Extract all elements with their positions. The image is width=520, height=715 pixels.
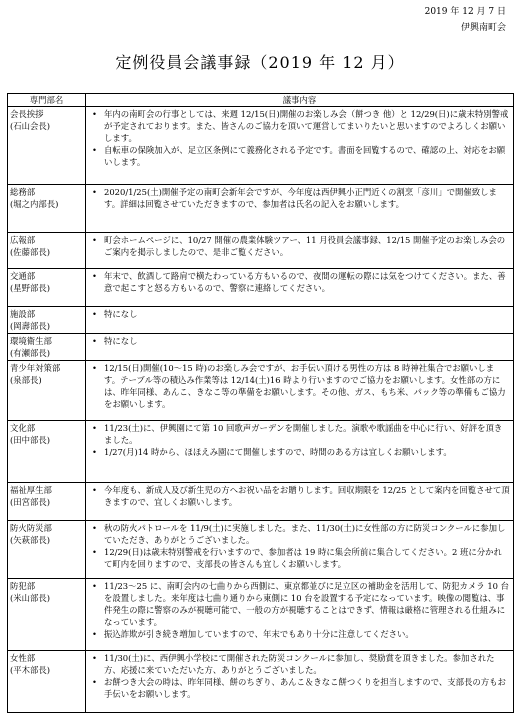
department-cell	[8, 651, 86, 713]
department-cell	[8, 521, 86, 579]
department-head: (泉部長)	[10, 375, 42, 385]
agenda-list	[88, 522, 510, 570]
content-cell	[86, 361, 514, 421]
department-head: (岡壽部長)	[10, 321, 51, 331]
department-head: (田中部長)	[10, 435, 51, 445]
agenda-item: • 11/30(土)に、西伊興小学校にて開催された防災コンクールに参加し、奨励賞を頂きました。参加された方、応援に来ていただいた方、ありがとうございました。	[88, 652, 510, 676]
column-header-content: 議事内容	[86, 94, 514, 107]
department-name: 会長挨拶	[10, 109, 44, 119]
document-title: 定例役員会議事録（2019 年 12 月）	[115, 53, 405, 72]
content-cell	[86, 185, 514, 233]
department-name: 環境衛生部	[10, 336, 52, 346]
table-row	[8, 185, 514, 233]
department-cell	[8, 483, 86, 521]
department-head: (矢萩部長)	[10, 535, 51, 545]
department-cell	[8, 107, 86, 185]
table-row	[8, 307, 514, 334]
agenda-item: • 秋の防火パトロールを 11/9(土)に実施しました。また、11/30(土)に女性部の方に防災コンクールに参加していただき、ありがとうございました。	[88, 522, 510, 546]
department-cell	[8, 361, 86, 421]
document-header	[425, 4, 506, 36]
content-cell	[86, 421, 514, 483]
department-name: 福祉厚生部	[10, 485, 52, 495]
agenda-list	[88, 234, 510, 258]
agenda-item: • 振込詐欺が引き続き増加していますので、年末でもあり十分に注意してください。	[88, 628, 510, 640]
table-row	[8, 579, 514, 651]
department-head: (星野部長)	[10, 283, 51, 293]
agenda-item: • 町会ホームページに、10/27 開催の農業体験ツアー、11 月役員会議事録、12/15 開催予定のお楽しみ会のご案内を掲示しましたので、是非ご覧ください。	[88, 234, 510, 258]
department-name: 防火防災部	[10, 523, 52, 533]
content-cell	[86, 651, 514, 713]
organization-name: 伊興南町会	[460, 23, 506, 33]
department-name: 文化部	[10, 423, 36, 433]
department-name: 交通部	[10, 271, 36, 281]
department-head: (田宮部長)	[10, 497, 51, 507]
agenda-item: • 12/15(日)開催(10～15 時)のお楽しみ会ですが、お手伝い頂ける男性の方は 8 時神社集合でお願いします。テーブル等の積込み作業等は 12/14(土)16 時より行いますのでご協力をお願いします。女性部の方には、昨年同様、あんこ、きなこ等の準備をお願いします。その他、ガス、もち米、パック等の準備もご協力をお願いします。	[88, 362, 510, 410]
content-cell	[86, 521, 514, 579]
department-name: 女性部	[10, 653, 36, 663]
content-cell	[86, 307, 514, 334]
department-name: 青少年対策部	[10, 363, 61, 373]
department-name: 総務部	[10, 187, 36, 197]
content-cell	[86, 107, 514, 185]
table-body	[8, 107, 514, 713]
agenda-list	[88, 270, 510, 294]
agenda-list	[88, 580, 510, 640]
minutes-table	[7, 93, 514, 713]
content-cell	[86, 269, 514, 307]
department-head: (堀之内部長)	[10, 199, 59, 209]
table-row	[8, 651, 514, 713]
agenda-item: • お餅つき大会の時は、昨年同様、餅のちぎり、あんこ＆きなこ餅つくりを担当しますので、支部長の方もお手伝いをお願いします。	[88, 676, 510, 700]
content-cell	[86, 579, 514, 651]
agenda-item: • 1/27(月)14 時から、ほほえみ園にて開催しますので、時間のある方は宜しくお願いします。	[88, 446, 510, 458]
department-name: 施設部	[10, 309, 36, 319]
agenda-item: • 年内の南町会の行事としては、来週 12/15(日)開催のお楽しみ会（餅つき 他）と 12/29(日)に歳末特別警戒が予定されております。また、皆さんのご協力を頂いて運営してまいりたいと思いますのでよろしくお願いします。	[88, 108, 510, 144]
agenda-list	[88, 186, 510, 210]
department-cell	[8, 269, 86, 307]
table-row	[8, 361, 514, 421]
agenda-item: • 2020/1/25(土)開催予定の南町会新年会ですが、今年度は西伊興小正門近くの割烹「彦川」で開催致します。詳細は回覧させていただきますので、参加者は氏名の記入をお願いします。	[88, 186, 510, 210]
table-row	[8, 269, 514, 307]
content-cell	[86, 233, 514, 269]
department-name: 広報部	[10, 235, 36, 245]
department-head: (佐藤部長)	[10, 247, 51, 257]
agenda-list	[88, 422, 510, 458]
agenda-item: • 特になし	[88, 308, 510, 320]
agenda-list	[88, 652, 510, 700]
agenda-list	[88, 484, 510, 508]
agenda-list	[88, 108, 510, 168]
agenda-item: • 12/29(日)は歳末特別警戒を行いますので、参加者は 19 時に集会所前に集合してください。2 班に分かれて町内を回りますので、支部長の皆さんも宜しくお願いします。	[88, 546, 510, 570]
table-header-row	[8, 94, 514, 107]
department-cell	[8, 307, 86, 334]
table-row	[8, 107, 514, 185]
agenda-list	[88, 308, 510, 320]
agenda-list	[88, 362, 510, 410]
department-cell	[8, 334, 86, 361]
department-head: (米山部長)	[10, 593, 51, 603]
agenda-item: • 特になし	[88, 335, 510, 347]
department-cell	[8, 579, 86, 651]
table-row	[8, 483, 514, 521]
content-cell	[86, 483, 514, 521]
department-head: (平木部長)	[10, 665, 51, 675]
department-cell	[8, 185, 86, 233]
department-head: (有瀬部長)	[10, 348, 51, 358]
table-row	[8, 421, 514, 483]
table-row	[8, 521, 514, 579]
agenda-item: • 自転車の保険加入が、足立区条例にて義務化される予定です。書面を回覧するので、確認の上、対応をお願いします。	[88, 144, 510, 168]
content-cell	[86, 334, 514, 361]
department-name: 防犯部	[10, 581, 36, 591]
agenda-list	[88, 335, 510, 347]
table-row	[8, 233, 514, 269]
department-head: (石山会長)	[10, 121, 51, 131]
agenda-item: • 年末で、飲酒して路肩で横たわっている方もいるので、夜間の運転の際には気をつけてください。また、善意で起こすと怒る方もいるので、警察に連絡してください。	[88, 270, 510, 294]
agenda-item: • 11/23(土)に、伊興園にて第 10 回歌声ガーデンを開催しました。演歌や歌謡曲を中心に行い、好評を頂きました。	[88, 422, 510, 446]
table-row	[8, 334, 514, 361]
agenda-item: • 今年度も、新成人及び新生児の方へお祝い品をお贈りします。回収期限を 12/25 として案内を回覧させて頂きますので、宜しくお願いします。	[88, 484, 510, 508]
column-header-department: 専門部名	[8, 94, 86, 107]
meeting-date: 2019 年 12 月 7 日	[424, 7, 506, 17]
department-cell	[8, 233, 86, 269]
agenda-item: • 11/23～25 に、南町会内の七曲りから西側に、東京都並びに足立区の補助金を活用して、防犯カメラ 10 台を設置しました。来年度は七曲り通りから東側に 10 台を設置する予定になっています。映像の閲覧は、事件発生の際に警察のみが視聴可能で、一般の方が視聴することはできず、情報は厳格に管理される仕組みになっています。	[88, 580, 510, 628]
department-cell	[8, 421, 86, 483]
